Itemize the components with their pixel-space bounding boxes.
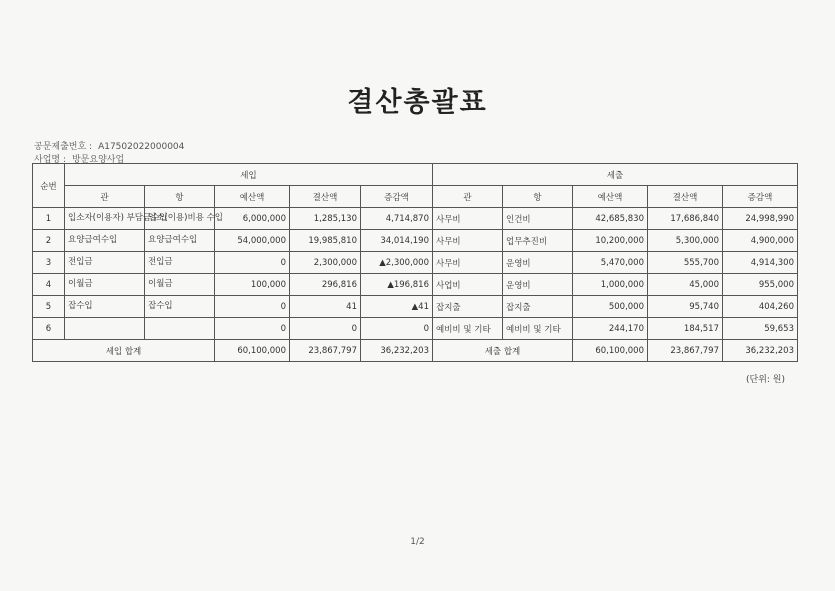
row-expense-budget: 5,470,000 bbox=[573, 252, 648, 274]
row-expense-budget: 42,685,830 bbox=[573, 208, 648, 230]
income-gwan-header: 관 bbox=[65, 186, 145, 208]
income-total-budget: 60,100,000 bbox=[215, 340, 290, 362]
totals-row bbox=[33, 340, 798, 362]
unit-note: (단위: 원) bbox=[746, 375, 785, 385]
business-name-label: 사업명 : bbox=[34, 155, 66, 165]
row-income-gwan: 전입금 bbox=[65, 252, 145, 274]
row-income-diff: 4,714,870 bbox=[361, 208, 433, 230]
row-expense-gwan: 사업비 bbox=[433, 274, 503, 296]
table-row bbox=[33, 230, 798, 252]
row-expense-settlement: 45,000 bbox=[648, 274, 723, 296]
doc-number-line bbox=[34, 139, 184, 152]
row-income-gwan bbox=[65, 318, 145, 340]
row-expense-gwan: 사무비 bbox=[433, 252, 503, 274]
doc-number-label: 공문제출번호 : bbox=[34, 142, 93, 152]
row-expense-hang: 운영비 bbox=[503, 274, 573, 296]
row-expense-budget: 10,200,000 bbox=[573, 230, 648, 252]
row-income-hang: 전입금 bbox=[145, 252, 215, 274]
expense-total-settlement: 23,867,797 bbox=[648, 340, 723, 362]
row-seq: 1 bbox=[33, 208, 65, 230]
row-expense-hang: 잡지출 bbox=[503, 296, 573, 318]
row-expense-diff: 24,998,990 bbox=[723, 208, 798, 230]
row-seq: 4 bbox=[33, 274, 65, 296]
row-expense-diff: 404,260 bbox=[723, 296, 798, 318]
income-diff-header: 증감액 bbox=[361, 186, 433, 208]
row-income-settlement: 19,985,810 bbox=[290, 230, 361, 252]
row-income-diff: ▲196,816 bbox=[361, 274, 433, 296]
page-title: 결산총괄표 bbox=[347, 87, 488, 118]
expense-settlement-header: 결산액 bbox=[648, 186, 723, 208]
expense-total-diff: 36,232,203 bbox=[723, 340, 798, 362]
row-income-budget: 100,000 bbox=[215, 274, 290, 296]
row-income-settlement: 41 bbox=[290, 296, 361, 318]
row-expense-diff: 4,900,000 bbox=[723, 230, 798, 252]
row-expense-diff: 59,653 bbox=[723, 318, 798, 340]
table-row bbox=[33, 252, 798, 274]
table-body bbox=[33, 208, 798, 340]
row-expense-settlement: 555,700 bbox=[648, 252, 723, 274]
table-row bbox=[33, 318, 798, 340]
expense-gwan-header: 관 bbox=[433, 186, 503, 208]
row-income-hang: 요양급여수입 bbox=[145, 230, 215, 252]
row-income-settlement: 1,285,130 bbox=[290, 208, 361, 230]
row-expense-gwan: 잡지출 bbox=[433, 296, 503, 318]
row-income-diff: 0 bbox=[361, 318, 433, 340]
income-hang-header: 항 bbox=[145, 186, 215, 208]
income-budget-header: 예산액 bbox=[215, 186, 290, 208]
header-row-top bbox=[33, 164, 798, 186]
doc-number-value: A17502022000004 bbox=[98, 142, 185, 152]
row-income-budget: 0 bbox=[215, 296, 290, 318]
row-seq: 5 bbox=[33, 296, 65, 318]
row-expense-gwan: 사무비 bbox=[433, 230, 503, 252]
row-expense-budget: 500,000 bbox=[573, 296, 648, 318]
business-name-value: 방문요양사업 bbox=[71, 155, 125, 165]
row-expense-settlement: 184,517 bbox=[648, 318, 723, 340]
row-income-gwan: 이월금 bbox=[65, 274, 145, 296]
row-income-gwan: 잡수입 bbox=[65, 296, 145, 318]
table-row bbox=[33, 208, 798, 230]
seq-header: 순번 bbox=[33, 164, 65, 208]
row-income-diff: ▲2,300,000 bbox=[361, 252, 433, 274]
row-income-budget: 0 bbox=[215, 252, 290, 274]
row-income-budget: 0 bbox=[215, 318, 290, 340]
expense-header: 세출 bbox=[433, 164, 798, 186]
row-income-gwan: 요양급여수입 bbox=[65, 230, 145, 252]
row-expense-gwan: 사무비 bbox=[433, 208, 503, 230]
row-income-gwan: 입소자(이용자) 부담금수입 bbox=[65, 208, 145, 230]
page-number: 1/2 bbox=[410, 537, 425, 547]
row-expense-diff: 955,000 bbox=[723, 274, 798, 296]
row-income-settlement: 296,816 bbox=[290, 274, 361, 296]
row-expense-hang: 예비비 및 기타 bbox=[503, 318, 573, 340]
expense-total-budget: 60,100,000 bbox=[573, 340, 648, 362]
row-expense-hang: 업무추진비 bbox=[503, 230, 573, 252]
row-income-hang bbox=[145, 318, 215, 340]
row-income-diff: ▲41 bbox=[361, 296, 433, 318]
row-income-budget: 6,000,000 bbox=[215, 208, 290, 230]
row-expense-hang: 운영비 bbox=[503, 252, 573, 274]
table-row bbox=[33, 274, 798, 296]
expense-total-label: 세출 합계 bbox=[433, 340, 573, 362]
row-expense-settlement: 5,300,000 bbox=[648, 230, 723, 252]
row-seq: 3 bbox=[33, 252, 65, 274]
settlement-summary-table bbox=[32, 163, 798, 362]
row-income-hang: 입소(이용)비용 수입 bbox=[145, 208, 215, 230]
row-seq: 6 bbox=[33, 318, 65, 340]
row-income-settlement: 0 bbox=[290, 318, 361, 340]
header-row-sub bbox=[33, 186, 798, 208]
expense-budget-header: 예산액 bbox=[573, 186, 648, 208]
income-settlement-header: 결산액 bbox=[290, 186, 361, 208]
row-expense-budget: 1,000,000 bbox=[573, 274, 648, 296]
row-expense-diff: 4,914,300 bbox=[723, 252, 798, 274]
row-income-hang: 이월금 bbox=[145, 274, 215, 296]
income-header: 세입 bbox=[65, 164, 433, 186]
row-seq: 2 bbox=[33, 230, 65, 252]
expense-hang-header: 항 bbox=[503, 186, 573, 208]
row-income-hang: 잡수입 bbox=[145, 296, 215, 318]
row-expense-hang: 인건비 bbox=[503, 208, 573, 230]
row-expense-settlement: 17,686,840 bbox=[648, 208, 723, 230]
table-row bbox=[33, 296, 798, 318]
income-total-settlement: 23,867,797 bbox=[290, 340, 361, 362]
income-total-diff: 36,232,203 bbox=[361, 340, 433, 362]
row-income-diff: 34,014,190 bbox=[361, 230, 433, 252]
income-total-label: 세입 합계 bbox=[33, 340, 215, 362]
row-expense-settlement: 95,740 bbox=[648, 296, 723, 318]
expense-diff-header: 증감액 bbox=[723, 186, 798, 208]
row-expense-gwan: 예비비 및 기타 bbox=[433, 318, 503, 340]
row-expense-budget: 244,170 bbox=[573, 318, 648, 340]
row-income-settlement: 2,300,000 bbox=[290, 252, 361, 274]
row-income-budget: 54,000,000 bbox=[215, 230, 290, 252]
